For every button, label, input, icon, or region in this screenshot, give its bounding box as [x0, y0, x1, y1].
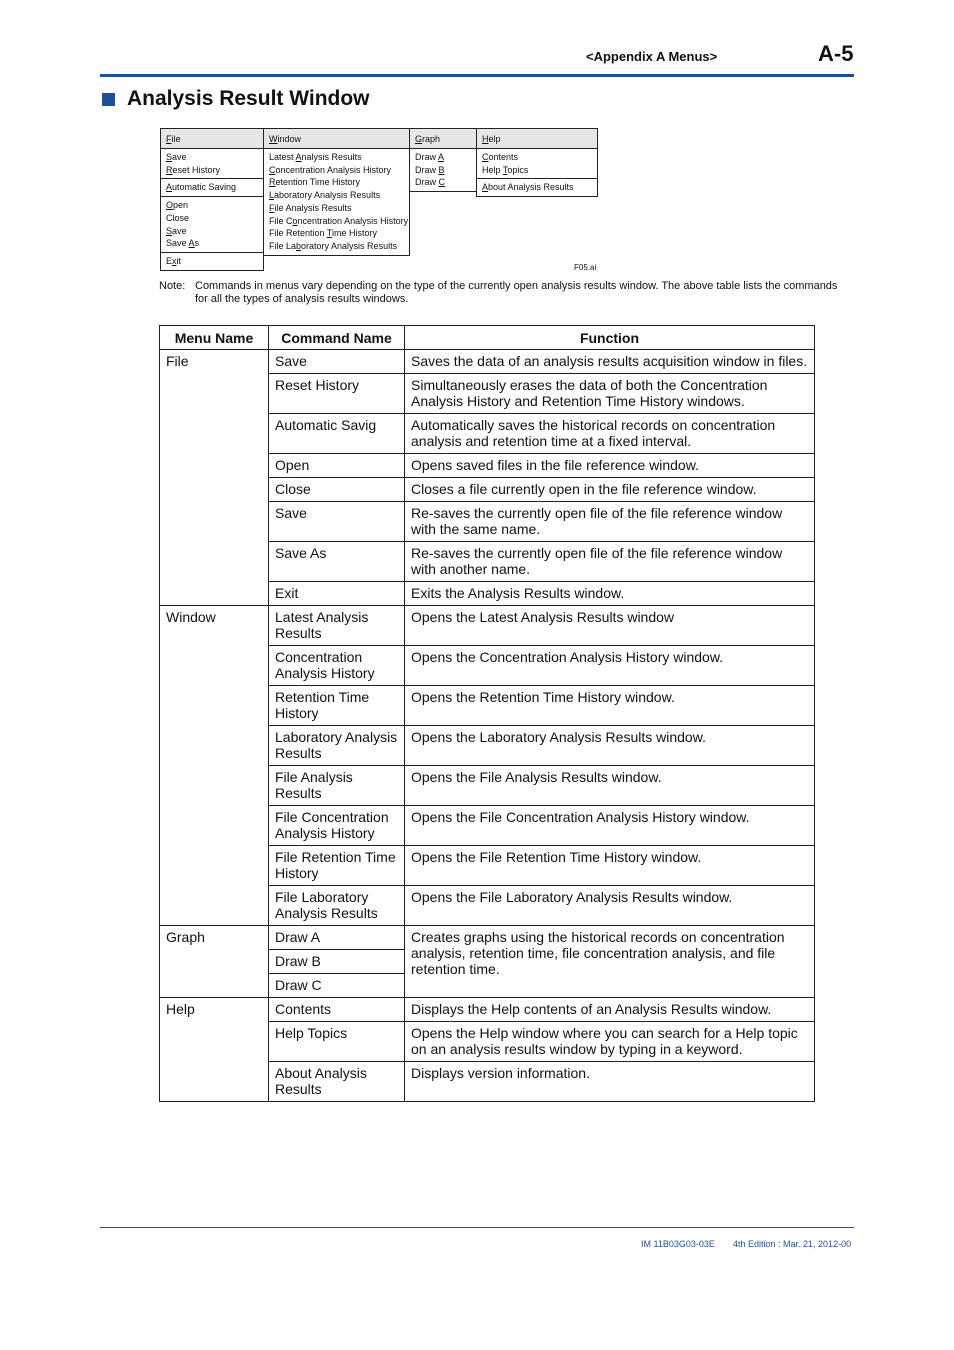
table-header-row	[160, 326, 815, 350]
function-cell: Opens the Help window where you can search for a Help topic on an analysis results window by typing in a keyword.	[405, 1022, 815, 1062]
command-name-cell: Draw B	[269, 950, 405, 974]
header-function: Function	[405, 326, 815, 350]
label-text: ave	[172, 152, 187, 162]
access-key: C	[269, 164, 276, 175]
label-text: Close	[166, 212, 190, 223]
menu-item	[269, 202, 409, 215]
menu-item	[482, 164, 597, 177]
menu-name-cell	[160, 806, 269, 846]
access-key: S	[166, 225, 173, 236]
header-menu-name: Menu Name	[160, 326, 269, 350]
menu-name-cell	[160, 726, 269, 766]
menu-name-cell	[160, 846, 269, 886]
footer-edition: 4th Edition : Mar. 21, 2012-00	[733, 1239, 852, 1249]
label-text: File La	[269, 240, 297, 251]
command-name-cell: Close	[269, 478, 405, 502]
access-key: b	[296, 240, 302, 251]
command-name-cell: Open	[269, 454, 405, 478]
menu-item	[269, 240, 409, 253]
command-name-cell: Help Topics	[269, 1022, 405, 1062]
menu-item	[166, 255, 263, 268]
command-name-cell: Save	[269, 502, 405, 542]
section-bullet-icon	[102, 93, 115, 106]
label-text: File Retention	[269, 228, 327, 239]
menu-item	[415, 164, 476, 177]
menu-column	[476, 128, 598, 197]
table-row	[160, 806, 815, 846]
label-text: raph	[422, 134, 441, 144]
function-cell: Opens saved files in the file reference window.	[405, 454, 815, 478]
menu-name-cell	[160, 1062, 269, 1102]
menu-name-cell	[160, 502, 269, 542]
menu-name-cell	[160, 414, 269, 454]
section-title: Analysis Result Window	[127, 87, 370, 110]
menu-item-group	[160, 179, 264, 197]
command-name-cell: Draw A	[269, 926, 405, 950]
label-text: ime History	[332, 228, 378, 239]
menu-item	[166, 212, 263, 225]
label-text: pen	[173, 200, 189, 211]
table-row	[160, 926, 815, 950]
menu-title	[476, 128, 598, 149]
menu-item	[482, 181, 597, 194]
label-text: aboratory Analysis Results	[274, 190, 381, 201]
label-text: eset History	[172, 164, 221, 175]
access-key: R	[269, 177, 276, 188]
function-cell: Simultaneously erases the data of both the Concentration Analysis History and Retention Time History windows.	[405, 374, 815, 414]
function-cell: Saves the data of an analysis results acquisition window in files.	[405, 350, 815, 374]
command-name-cell: About Analysis Results	[269, 1062, 405, 1102]
command-name-cell: Concentration Analysis History	[269, 646, 405, 686]
function-cell: Opens the File Concentration Analysis History window.	[405, 806, 815, 846]
label-text: oncentration Analysis History	[275, 164, 392, 175]
table-row	[160, 766, 815, 806]
command-name-cell: Laboratory Analysis Results	[269, 726, 405, 766]
function-cell: Opens the Retention Time History window.	[405, 686, 815, 726]
access-key: C	[482, 152, 489, 162]
menu-item	[269, 151, 409, 164]
label-text: File C	[269, 215, 293, 226]
menu-name-cell	[160, 974, 269, 998]
menu-item	[415, 176, 476, 189]
label-text: ontents	[488, 152, 519, 162]
label-text: bout Analysis Results	[488, 182, 574, 193]
table-row	[160, 998, 815, 1022]
menu-item-group	[263, 149, 410, 256]
menu-item-group	[160, 253, 264, 271]
access-key: A	[166, 182, 173, 193]
table-row	[160, 606, 815, 646]
function-cell: Closes a file currently open in the file reference window.	[405, 478, 815, 502]
function-cell: Re-saves the currently open file of the file reference window with the same name.	[405, 502, 815, 542]
label-text: nalysis Results	[301, 152, 362, 162]
figure-id: F05.ai	[574, 263, 597, 272]
command-name-cell: Contents	[269, 998, 405, 1022]
page-number: A-5	[818, 41, 854, 66]
access-key: A	[438, 152, 445, 162]
menu-name-cell: Window	[160, 606, 269, 646]
menu-title	[409, 128, 477, 149]
table-row	[160, 542, 815, 582]
command-name-cell: File Concentration Analysis History	[269, 806, 405, 846]
command-table	[159, 325, 815, 1102]
function-cell: Exits the Analysis Results window.	[405, 582, 815, 606]
header-section-label: <Appendix A Menus>	[586, 49, 718, 64]
menu-name-cell	[160, 766, 269, 806]
menu-name-cell	[160, 542, 269, 582]
label-text: ile Analysis Results	[274, 202, 352, 213]
access-key: R	[166, 164, 173, 175]
menu-item	[269, 176, 409, 189]
command-name-cell: Reset History	[269, 374, 405, 414]
label-text: ile	[171, 134, 181, 144]
menu-name-cell	[160, 950, 269, 974]
table-row	[160, 478, 815, 502]
access-key: A	[188, 238, 195, 249]
menu-item	[166, 151, 263, 164]
access-key: C	[438, 177, 446, 188]
table-row	[160, 502, 815, 542]
menu-column	[263, 128, 410, 256]
menu-item	[166, 237, 263, 250]
function-cell: Re-saves the currently open file of the file reference window with another name.	[405, 542, 815, 582]
function-cell: Displays the Help contents of an Analysis Results window.	[405, 998, 815, 1022]
access-key: F	[269, 202, 275, 213]
label-text: Save	[166, 238, 189, 249]
function-cell: Opens the File Laboratory Analysis Results window.	[405, 886, 815, 926]
menu-item-group	[409, 149, 477, 192]
table-row	[160, 1062, 815, 1102]
function-cell: Displays version information.	[405, 1062, 815, 1102]
access-key: B	[438, 164, 445, 175]
command-name-cell: File Laboratory Analysis Results	[269, 886, 405, 926]
table-row	[160, 414, 815, 454]
menu-item	[269, 189, 409, 202]
command-name-cell: Latest Analysis Results	[269, 606, 405, 646]
note-label: Note:	[159, 280, 186, 292]
menu-item-group	[476, 179, 598, 197]
label-text: it	[176, 255, 182, 266]
access-key: H	[482, 134, 489, 144]
label-text: Latest	[269, 152, 296, 162]
menu-title	[160, 128, 264, 149]
function-cell: Opens the File Analysis Results window.	[405, 766, 815, 806]
label-text: utomatic Saving	[172, 182, 237, 193]
menu-name-cell	[160, 478, 269, 502]
label-text: indow	[277, 134, 302, 144]
function-cell: Opens the File Retention Time History window.	[405, 846, 815, 886]
menu-item	[482, 151, 597, 164]
table-row	[160, 726, 815, 766]
menu-name-cell	[160, 374, 269, 414]
label-text: ncentration Analysis History	[297, 215, 409, 226]
access-key: F	[166, 134, 172, 144]
label-text: opics	[507, 164, 529, 175]
function-cell: Opens the Latest Analysis Results window	[405, 606, 815, 646]
menu-column	[409, 128, 477, 192]
function-cell: Automatically saves the historical records on concentration analysis and retention time at a fixed interval.	[405, 414, 815, 454]
access-key: T	[502, 164, 508, 175]
menu-item	[269, 227, 409, 240]
table-row	[160, 886, 815, 926]
menu-column	[160, 128, 264, 271]
menu-name-cell: File	[160, 350, 269, 374]
table-row	[160, 646, 815, 686]
note-text: Commands in menus vary depending on the type of the currently open analysis results window. The above table lists the commands for all the types of analysis results windows.	[195, 280, 838, 305]
access-key: G	[415, 134, 423, 144]
table-row	[160, 582, 815, 606]
command-name-cell: Retention Time History	[269, 686, 405, 726]
menu-item	[166, 225, 263, 238]
access-key: o	[292, 215, 298, 226]
menu-name-cell	[160, 454, 269, 478]
menu-item	[166, 181, 263, 194]
menu-name-cell: Help	[160, 998, 269, 1022]
command-name-cell: Save As	[269, 542, 405, 582]
menu-item	[415, 151, 476, 164]
function-cell: Opens the Concentration Analysis History window.	[405, 646, 815, 686]
label-text: elp	[488, 134, 501, 144]
menu-item-group	[476, 149, 598, 179]
label-text: etention Time History	[275, 177, 361, 188]
footer-rule	[100, 1227, 854, 1228]
table-row	[160, 350, 815, 374]
access-key: T	[326, 228, 333, 239]
label-text: E	[166, 255, 173, 266]
menu-name-cell	[160, 686, 269, 726]
menu-name-cell	[160, 582, 269, 606]
label-text: ave	[172, 225, 187, 236]
function-cell: Creates graphs using the historical records on concentration analysis, retention time, file concentration analysis, and file retention time.	[405, 926, 815, 998]
header-command-name: Command Name	[269, 326, 405, 350]
label-text: s	[194, 238, 200, 249]
menu-item-group	[160, 149, 264, 179]
label-text: Draw	[415, 177, 439, 188]
command-name-cell: File Retention Time History	[269, 846, 405, 886]
command-name-cell: Draw C	[269, 974, 405, 998]
menu-name-cell: Graph	[160, 926, 269, 950]
table-row	[160, 686, 815, 726]
menu-title	[263, 128, 410, 149]
table-row	[160, 846, 815, 886]
label-text: oratory Analysis Results	[301, 240, 398, 251]
access-key: W	[269, 134, 278, 144]
table-row	[160, 1022, 815, 1062]
menu-name-cell	[160, 646, 269, 686]
menu-item	[166, 164, 263, 177]
command-name-cell: File Analysis Results	[269, 766, 405, 806]
menu-item	[269, 164, 409, 177]
function-cell: Opens the Laboratory Analysis Results window.	[405, 726, 815, 766]
access-key: S	[166, 152, 173, 162]
table-row	[160, 374, 815, 414]
footer-doc-id: IM 11B03G03-03E	[641, 1239, 715, 1249]
access-key: A	[482, 182, 489, 193]
label-text: Help	[482, 164, 503, 175]
access-key: O	[166, 200, 174, 211]
label-text: Draw	[415, 152, 439, 162]
table-row	[160, 454, 815, 478]
menu-name-cell	[160, 886, 269, 926]
access-key: A	[295, 152, 302, 162]
command-name-cell: Exit	[269, 582, 405, 606]
command-name-cell: Save	[269, 350, 405, 374]
menu-item	[269, 215, 409, 228]
label-text: Draw	[415, 164, 439, 175]
menu-name-cell	[160, 1022, 269, 1062]
access-key: x	[172, 255, 177, 266]
menu-item	[166, 199, 263, 212]
header-rule	[100, 74, 854, 77]
menu-item-group	[160, 197, 264, 253]
access-key: L	[269, 190, 275, 201]
command-name-cell: Automatic Savig	[269, 414, 405, 454]
